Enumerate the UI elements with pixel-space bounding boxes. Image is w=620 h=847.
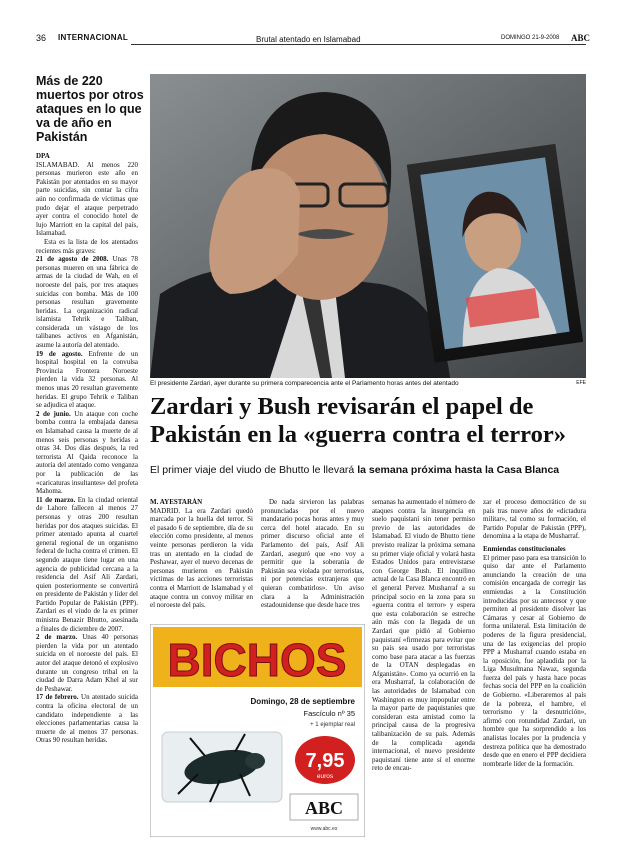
sidebar-intro: Esta es la lista de los atentados recientes más graves: (36, 237, 138, 255)
sidebar-column (36, 152, 138, 842)
article-col4-text: zar el proceso democrático de su país tras nueve años de «dictadura militar», tal como su formación, el Partido Popular de Pakistán (PPP), denomina a la etapa de Musharraf. (483, 498, 586, 541)
article-column-4 (483, 498, 586, 842)
ad-currency: euros (316, 773, 334, 780)
entry-text: Un atentado suicida contra la oficina electoral de un candidato independiente a las elecciones parlamentarias causa la muerte de al menos 37 personas. Otras 90 resultan heridas. (36, 693, 138, 745)
header-rule (131, 44, 586, 45)
sidebar-lead: ISLAMABAD. Al menos 220 personas murieron este año en Pakistán por atentados en su mayor parte suicidas, sin contar la cifra aún no confirmada de víctimas que pudo dejar el ataque perpetrado ayer contra el conocido hotel de lujo Marriott en la capital del país, Islamabad. (36, 160, 138, 238)
news-photo (150, 74, 586, 378)
bichos-advertisement[interactable] (150, 624, 365, 837)
entry-text: Unas 78 personas mueren en una fábrica de armas de la ciudad de Wah, en el noroeste del país, por tres ataques suicidas con bomba. Más de 100 personas resultan gravemente heridas. La organización radical islamista Tehrik e Taliban, considerada un vástago de los talibanes activos en Afganistán, asume la autoría del atentado. (36, 255, 138, 350)
photo-credit: EFE (576, 380, 586, 386)
ad-date: Domingo, 28 de septiembre (250, 697, 355, 706)
article-col1-text: MADRID. La era Zardari quedó marcada por la huella del terror. Si el pasado 6 de septiembre, día de su elección como presidente, al menos veinte personas perdieron la vida tras un atentado en la ciudad de Peshawar, ayer el nuevo decenas de personas murieron en Pakistán víctimas de las acciones terroristas contra el Marriott de Islamabad y el ataque contra un convoy militar en el noroeste del país. (150, 506, 253, 610)
entry-date: 21 de agosto de 2008. (36, 255, 109, 264)
article-column-3 (372, 498, 475, 842)
list-item (36, 496, 138, 634)
beetle-icon (162, 732, 282, 802)
header-date: DOMINGO 21-9-2008 (501, 35, 560, 41)
list-item (36, 693, 138, 745)
sidebar-agency: DPA (36, 152, 50, 160)
list-item (36, 255, 138, 350)
entry-text: Unas 40 personas pierden la vida por un atentado suicida en el noroeste del país. El autor del ataque detonó el explosivo durante un congreso tribal en la ciudad de Darra Adam Khel al sur de Peshawar. (36, 633, 138, 693)
zardari-photo-illustration (150, 74, 586, 378)
subhead-bold: la semana próxima hasta la Casa Blanca (357, 464, 560, 476)
subhead-plain: El primer viaje del viudo de Bhutto le llevará (150, 464, 358, 476)
list-item (36, 350, 138, 410)
ad-artwork (150, 624, 365, 837)
article-subhead (150, 464, 586, 476)
section-label: INTERNACIONAL (58, 33, 129, 42)
article-col2-text: De nada sirvieron las palabras pronunciadas por el nuevo mandatario pocas horas antes y muy cerca del hotel atacado. En su primer discurso oficial ante el Parlamento del país, Asif Ali Zardari, aseguró que «no voy a permitir que la soberanía de Pakistán sea violada por terroristas, ni por potencias extranjeras que quieran combatirlos». Un aviso clara a la Administración estadounidense que desde hace tres (261, 498, 364, 610)
page-number: 36 (36, 33, 47, 43)
article-col4b-text: El primer paso para esa transición lo quiso dar ante el Parlamento anunciando la creación de una comisión encargada de corregir las enmiendas a la Constitución introducidas por su antecesor y que permiten al presidente disolver las Cámaras y cesar al Gobierno de forma unilateral. Esta limitación de poderes de la figura presidencial, una de las exigencias del propio PPP a Musharraf cuando estaba en la oposición, fue aplaudida por la Liga Musulmana Nawaz, segunda fuerza del país y hasta hace pocas fechas socia del PPP en la coalición de Gobierno. «Liberaremos al país de la pobreza, el hambre, el terrorismo y la desnutrición», afirmó con rotundidad Zardari, un hombre que ha sorprendido a los analistas locales por la prudencia y destreza política que ha demostrado desde que en enero el PPP decidiera nombrarle líder de la formación. (483, 553, 586, 768)
header-topic: Brutal atentado en Islamabad (256, 35, 361, 44)
entry-date: 17 de febrero. (36, 693, 79, 702)
article-col3-text: semanas ha aumentado el número de ataques contra la insurgencia en suelo paquistaní sin tener permiso previo de las autoridades de Islamabad. El viudo de Bhutto tiene previsto realizar la próxima semana su primer viaje oficial y volará hasta Estados Unidos para entrevistarse con George Bush. El inquilino actual de la Casa Blanca encontró en el general Pervez Musharraf a su principal socio en la zona para su «guerra contra el terror» y espera que esta colaboración se estreche aún más con la llegada de un Zardari que pidió al Gobierno paquistaní «firmezas para evitar que su país sea usado por terroristas como base para atacar a las fuerzas de la OTAN desplegadas en Afganistán». Como ya ocurrió en la era Musharraf, la colaboración de las autoridades de Islamabad con Washington es muy impopular entre la mayor parte de paquistaníes que consideran esta amistad como la principal causa de la progresiva talibanización de su país. Además de la complicada agenda internacional, el nuevo presidente paquistaní tiene ante sí el enorme reto de encau- (372, 498, 475, 773)
article-column-1 (150, 498, 253, 622)
entry-date: 2 de marzo. (36, 633, 78, 642)
ad-url: www.abc.es (310, 826, 338, 832)
photo-caption (150, 380, 586, 387)
article-byline: M. AYESTARÁN (150, 498, 203, 506)
list-item (36, 410, 138, 496)
entry-date: 11 de marzo. (36, 495, 76, 504)
entry-date: 19 de agosto. (36, 349, 83, 358)
entry-text: En la ciudad oriental de Lahore fallecen al menos 27 personas y otras 200 resultan heridas por dos ataques suicidas. El primer atentado apunta al cuartel general regional de un organismo federal de lucha contra el crimen. El segundo ataque tiene lugar en una agencia de publicidad cercana a la residencia del Asif Ali Zardari, quien posteriormente se convertirá en presidente de Pakistán y líder del Partido Popular de Pakistán (PPP). Zardari es el viudo de la ex primer ministra Benazir Bhutto, asesinada a finales de diciembre de 2007. (36, 495, 138, 633)
article-subheading: Enmiendas constitucionales (483, 544, 566, 553)
entry-text: Enfrente de un hospital hospital en la convulsa Provincia Frontera Noroeste pierden la vida 32 personas. Al menos unas 20 resultan gravemente heridas. El grupo Tehrik e Taliban se adjudica el ataque. (36, 349, 138, 410)
ad-issue: Fascículo nº 35 (303, 709, 355, 718)
ad-brand: BICHOS (167, 634, 347, 686)
entry-date: 2 de junio. (36, 409, 71, 418)
header-logo: ABC (571, 33, 591, 43)
article-headline: Zardari y Bush revisarán el papel de Pakistán en la «guerra contra el terror» (150, 393, 566, 448)
ad-price: 7,95 (305, 750, 345, 772)
article-column-2 (261, 498, 364, 622)
sidebar-title: Más de 220 muertos por otros ataques en lo que va de año en Pakistán (36, 74, 144, 144)
caption-text: El presidente Zardari, ayer durante su primera comparecencia ante el Parlamento horas antes del atentado (150, 380, 459, 387)
page-header (36, 33, 591, 45)
ad-extra: + 1 ejemplar real (310, 722, 355, 728)
ad-logo: ABC (304, 798, 344, 818)
list-item (36, 633, 138, 693)
entry-text: Un ataque con coche bomba contra la embajada danesa en Islamabad causa la muerte de al menos seis personas y heridas a otras 34. Dos días después, la red terrorista Al Qaida reconoce la autoría del atentado como venganza por la publicación de las «caricaturas insultantes» del profeta Mahoma. (36, 409, 138, 496)
